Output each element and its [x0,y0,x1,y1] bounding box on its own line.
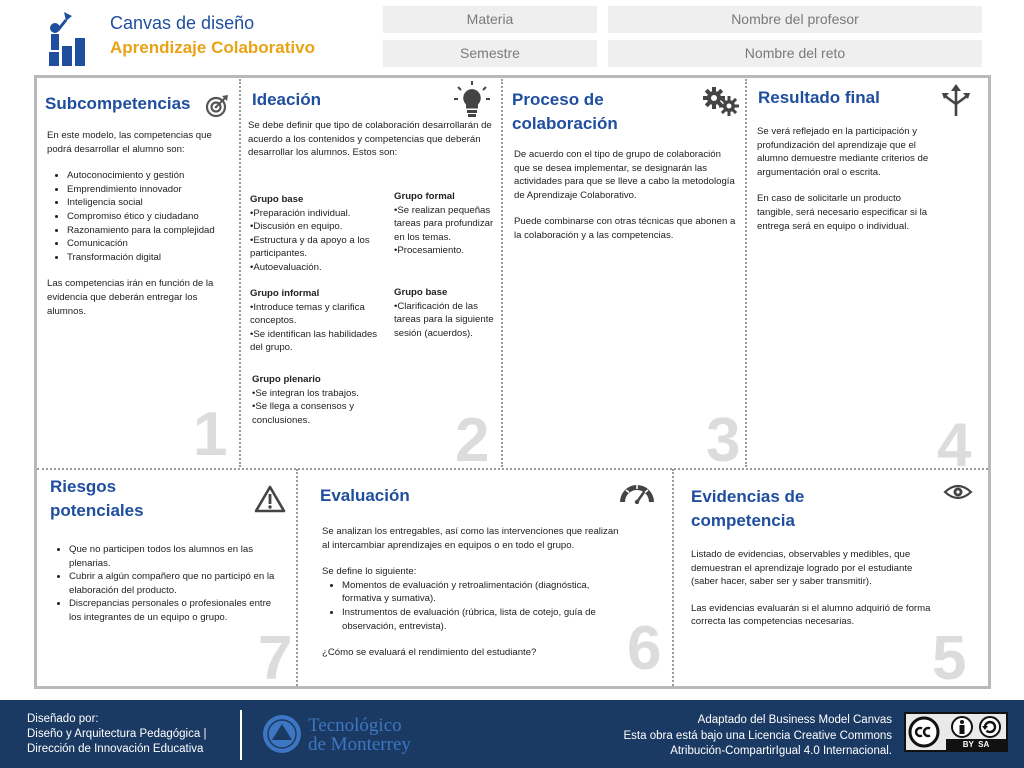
grupo-formal-block [394,190,498,258]
list-item: • Transformación digital [67,251,229,265]
brand-line: Tecnológico [308,715,402,736]
license-line: Adaptado del Business Model Canvas [697,714,892,726]
section-number: 4 [937,411,972,480]
ideacion-intro: Se debe definir que tipo de colaboración desarrollarán de acuerdo a los contenidos y competencias que deberán desarrollar los alumnos. Estos son: [248,120,492,159]
speedometer-icon [618,480,656,504]
evidencias-p2: Las evidencias evaluarán si el alumno adquirió de forma correcta las competencias necesarias. [691,602,931,628]
section-number: 5 [932,624,967,693]
dept-line: Diseño y Arquitectura Pedagógica | [27,728,207,740]
list-item: • Discrepancias personales o profesionales entre los integrantes de un equipo o grupo. [69,597,277,624]
list-item: • Compromiso ético y ciudadano [67,210,229,224]
target-icon [205,94,229,118]
grupo-line: •Procesamiento. [394,245,465,257]
list-item: • Autoconocimiento y gestión [67,169,229,183]
list-item: • Momentos de evaluación y retroalimentación (diagnóstica, formativa y sumativa). [342,579,622,606]
riesgos-body [49,543,277,625]
evaluacion-body [322,525,622,660]
resultado-p1: Se verá reflejado en la participación y profundización del aprendizaje que el alumno demuestre mediante criterios de argumentación oral o escrita. [757,126,929,178]
grupo-line: •Clarificación de las tareas para la siguiente sesión (acuerdos). [394,300,494,339]
eye-icon [943,482,973,502]
list-item: • Emprendimiento innovador [67,183,229,197]
subcompetencias-outro: Las competencias irán en función de la evidencia que deberán entregar los alumnos. [47,278,214,317]
riesgos-list [49,543,277,625]
grupo-line: •Autoevaluación. [250,261,322,273]
license-line: Atribución-CompartirIgual 4.0 Internacional. [670,745,892,757]
page-title: Canvas de diseño [110,13,255,33]
riesgos-title: Riesgos potenciales [50,477,144,520]
subcompetencias-body [47,129,229,318]
divider [296,469,298,686]
ideacion-title: Ideación [252,90,321,109]
section-number: 2 [455,406,490,475]
grupo-informal-block [250,287,386,355]
evidencias-body [691,548,933,629]
cc-icon [908,716,942,748]
subcompetencias-title: Subcompetencias [45,94,191,113]
page-subtitle: Aprendizaje Colaborativo [110,38,315,57]
materia-field[interactable]: Materia [383,6,597,33]
divider [37,468,988,470]
grupo-line: •Estructura y da apoyo a los participantes. [250,234,370,260]
cc-by-sa-badge[interactable] [904,712,1008,752]
grupo-plenario-block [252,373,388,427]
resultado-p2: En caso de solicitarle un producto tangible, será necesario especificar si la entrega será en equipo o individual. [757,193,928,232]
list-item: • Cubrir a algún compañero que no participó en la elaboración del producto. [69,570,277,597]
divider [745,79,747,467]
grupo-title: Grupo informal [250,288,320,299]
designed-by-label: Diseñado por: [27,713,99,725]
tec-seal-icon [262,714,302,754]
divider [239,79,241,467]
grupo-line: •Discusión en equipo. [250,221,343,233]
list-item: • Instrumentos de evaluación (rúbrica, lista de cotejo, guía de observación, entrevista). [342,606,622,633]
section-number: 1 [193,400,228,469]
tec-logo-text [308,716,411,754]
section-number: 6 [627,614,662,683]
grupo-line: •Se llega a consensos y conclusiones. [252,401,355,426]
evaluacion-p3: ¿Cómo se evaluará el rendimiento del estudiante? [322,647,537,659]
subcompetencias-intro: En este modelo, las competencias que podrá desarrollar el alumno son: [47,130,212,155]
designer-credit [27,712,206,757]
warning-icon [254,485,286,513]
grupo-title: Grupo plenario [252,374,321,385]
subcompetencias-list [47,169,229,264]
grupo-title: Grupo base [394,287,448,298]
grupo-line: •Se realizan pequeñas tareas para profundizar en los temas. [394,204,494,243]
footer-divider [240,710,242,760]
share-alike-icon [978,716,1002,738]
grupo-line: •Se identifican las habilidades del grupo. [250,328,378,354]
evidencias-title: Evidencias de competencia [691,487,805,530]
section-number: 3 [706,406,741,475]
divider [501,79,503,467]
collaboration-growth-icon [44,8,88,66]
evaluacion-p2: Se define lo siguiente: [322,566,417,578]
grupo-line: •Preparación individual. [250,207,351,219]
grupo-base-2-block [394,286,498,340]
gears-icon [702,86,740,118]
proceso-p2: Puede combinarse con otras técnicas que abonen a la colaboración y a las competencias. [514,216,736,241]
evidencias-p1: Listado de evidencias, observables y medibles, que demuestran el aprendizaje logrado por el estudiante (saber hacer, saber ser y saber transmitir). [691,549,913,588]
grupo-base-block [250,193,386,275]
divider [672,469,674,686]
list-item: • Que no participen todos los alumnos en las plenarias. [69,543,277,570]
lightbulb-icon [452,80,492,120]
proceso-p1: De acuerdo con el tipo de grupo de colaboración que se desea implementar, se designarán las actividades para que se lleve a cabo la metodología de Aprendizaje Colaborativo. [514,149,735,201]
section-number: 7 [258,624,293,693]
resultado-title: Resultado final [758,88,880,107]
resultado-body [757,125,935,233]
attribution-icon [950,716,974,738]
reto-field[interactable]: Nombre del reto [608,40,982,67]
list-item: • Comunicación [67,237,229,251]
evaluacion-list [322,579,622,633]
profesor-field[interactable]: Nombre del profesor [608,6,982,33]
license-text [624,713,892,760]
proceso-body [514,148,736,243]
license-line: Esta obra está bajo una Licencia Creative Commons [623,729,892,742]
grupo-title: Grupo base [250,194,304,205]
evaluacion-p1: Se analizan los entregables, así como las intervenciones que realizan al intercambiar aprendizajes en equipos o en todo el grupo. [322,526,619,551]
cc-badge-label: BY SA [946,739,1006,750]
grupo-line: •Introduce temas y clarifica conceptos. [250,301,365,327]
semestre-field[interactable]: Semestre [383,40,597,67]
list-item: • Razonamiento para la complejidad [67,224,229,238]
grupo-title: Grupo formal [394,191,455,202]
evaluacion-title: Evaluación [320,486,410,505]
footer [0,700,1024,768]
list-item: • Inteligencia social [67,196,229,210]
grupo-line: •Se integran los trabajos. [252,387,359,399]
brand-line: de Monterrey [308,734,411,755]
dept-line: Dirección de Innovación Educativa [27,743,204,755]
split-arrows-icon [940,84,972,118]
proceso-title: Proceso de colaboración [512,90,618,133]
